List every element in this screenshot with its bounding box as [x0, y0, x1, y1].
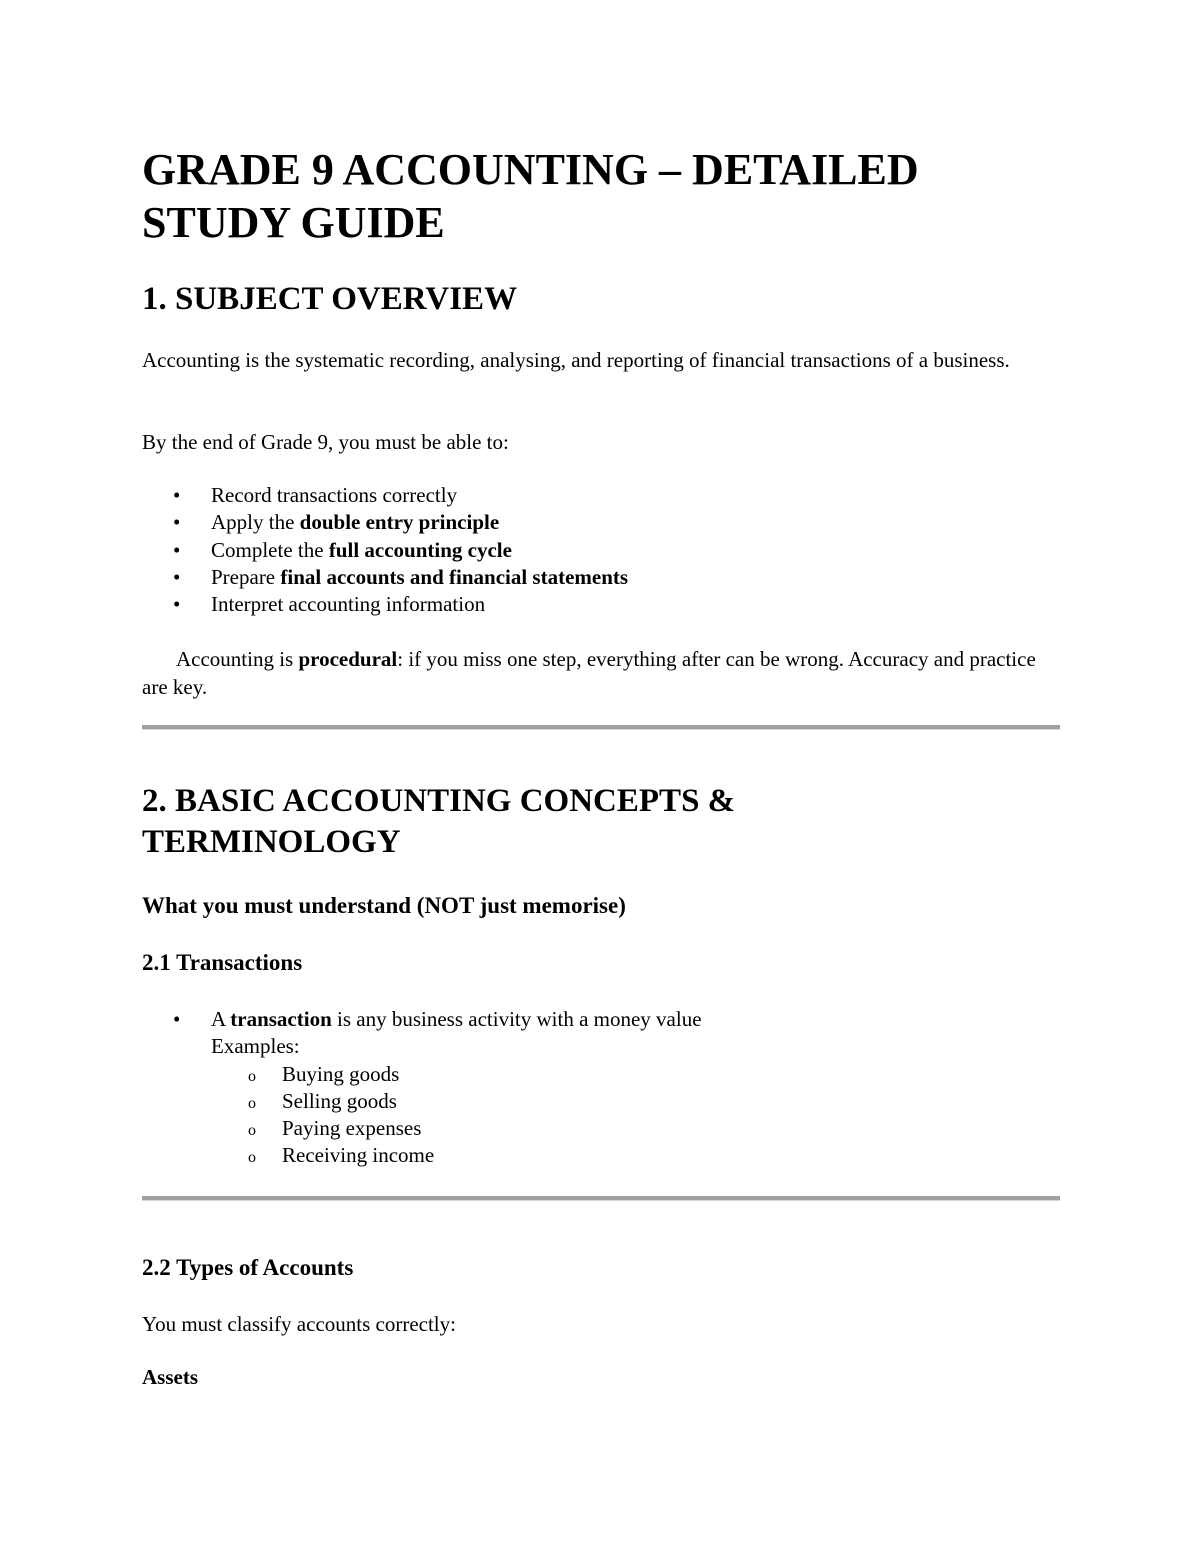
list-item: • Interpret accounting information	[142, 591, 628, 618]
bullet-icon: •	[173, 537, 181, 562]
list-item: • A transaction is any business activity with a money value Examples: o Buying goods o Selling goods o Paying expenses o Receiving income	[142, 1006, 702, 1170]
examples-label: Examples:	[211, 1034, 300, 1059]
horizontal-rule	[142, 1196, 1060, 1201]
list-item: • Complete the full accounting cycle	[142, 537, 628, 564]
list-item: o Buying goods	[211, 1061, 702, 1088]
procedural-note: Accounting is procedural: if you miss one step, everything after can be wrong. Accuracy and practice are key.	[142, 647, 1036, 699]
circle-bullet-icon: o	[248, 1094, 256, 1112]
objectives-list	[142, 482, 628, 618]
bullet-icon: •	[173, 592, 181, 617]
assets-heading: Assets	[142, 1365, 198, 1389]
section-2-subheading: What you must understand (NOT just memorise)	[142, 893, 626, 918]
list-item: • Apply the double entry principle	[142, 509, 628, 536]
transactions-heading: 2.1 Transactions	[142, 950, 303, 975]
types-heading: 2.2 Types of Accounts	[142, 1255, 354, 1280]
section-1-heading: 1. SUBJECT OVERVIEW	[142, 281, 518, 317]
list-item: o Selling goods	[211, 1088, 702, 1115]
circle-bullet-icon: o	[248, 1149, 256, 1167]
transactions-list	[142, 1006, 702, 1170]
horizontal-rule	[142, 725, 1060, 730]
bullet-icon: •	[173, 564, 181, 589]
circle-bullet-icon: o	[248, 1122, 256, 1140]
section-2-heading: 2. BASIC ACCOUNTING CONCEPTS & TERMINOLOGY	[142, 783, 736, 860]
list-item: • Prepare final accounts and financial statements	[142, 564, 628, 591]
circle-bullet-icon: o	[248, 1067, 256, 1085]
bullet-icon: •	[173, 510, 181, 535]
section-1-lead-in: By the end of Grade 9, you must be able to:	[142, 430, 509, 454]
list-item: o Receiving income	[211, 1142, 702, 1169]
document-title: GRADE 9 ACCOUNTING – DETAILED STUDY GUIDE	[142, 145, 919, 247]
section-1-intro: Accounting is the systematic recording, analysing, and reporting of financial transactions of a business.	[142, 348, 1010, 372]
examples-list	[211, 1061, 702, 1170]
list-item: o Paying expenses	[211, 1115, 702, 1142]
list-item: • Record transactions correctly	[142, 482, 628, 509]
bullet-icon: •	[173, 483, 181, 507]
bullet-icon: •	[173, 1007, 181, 1031]
types-intro: You must classify accounts correctly:	[142, 1312, 456, 1336]
